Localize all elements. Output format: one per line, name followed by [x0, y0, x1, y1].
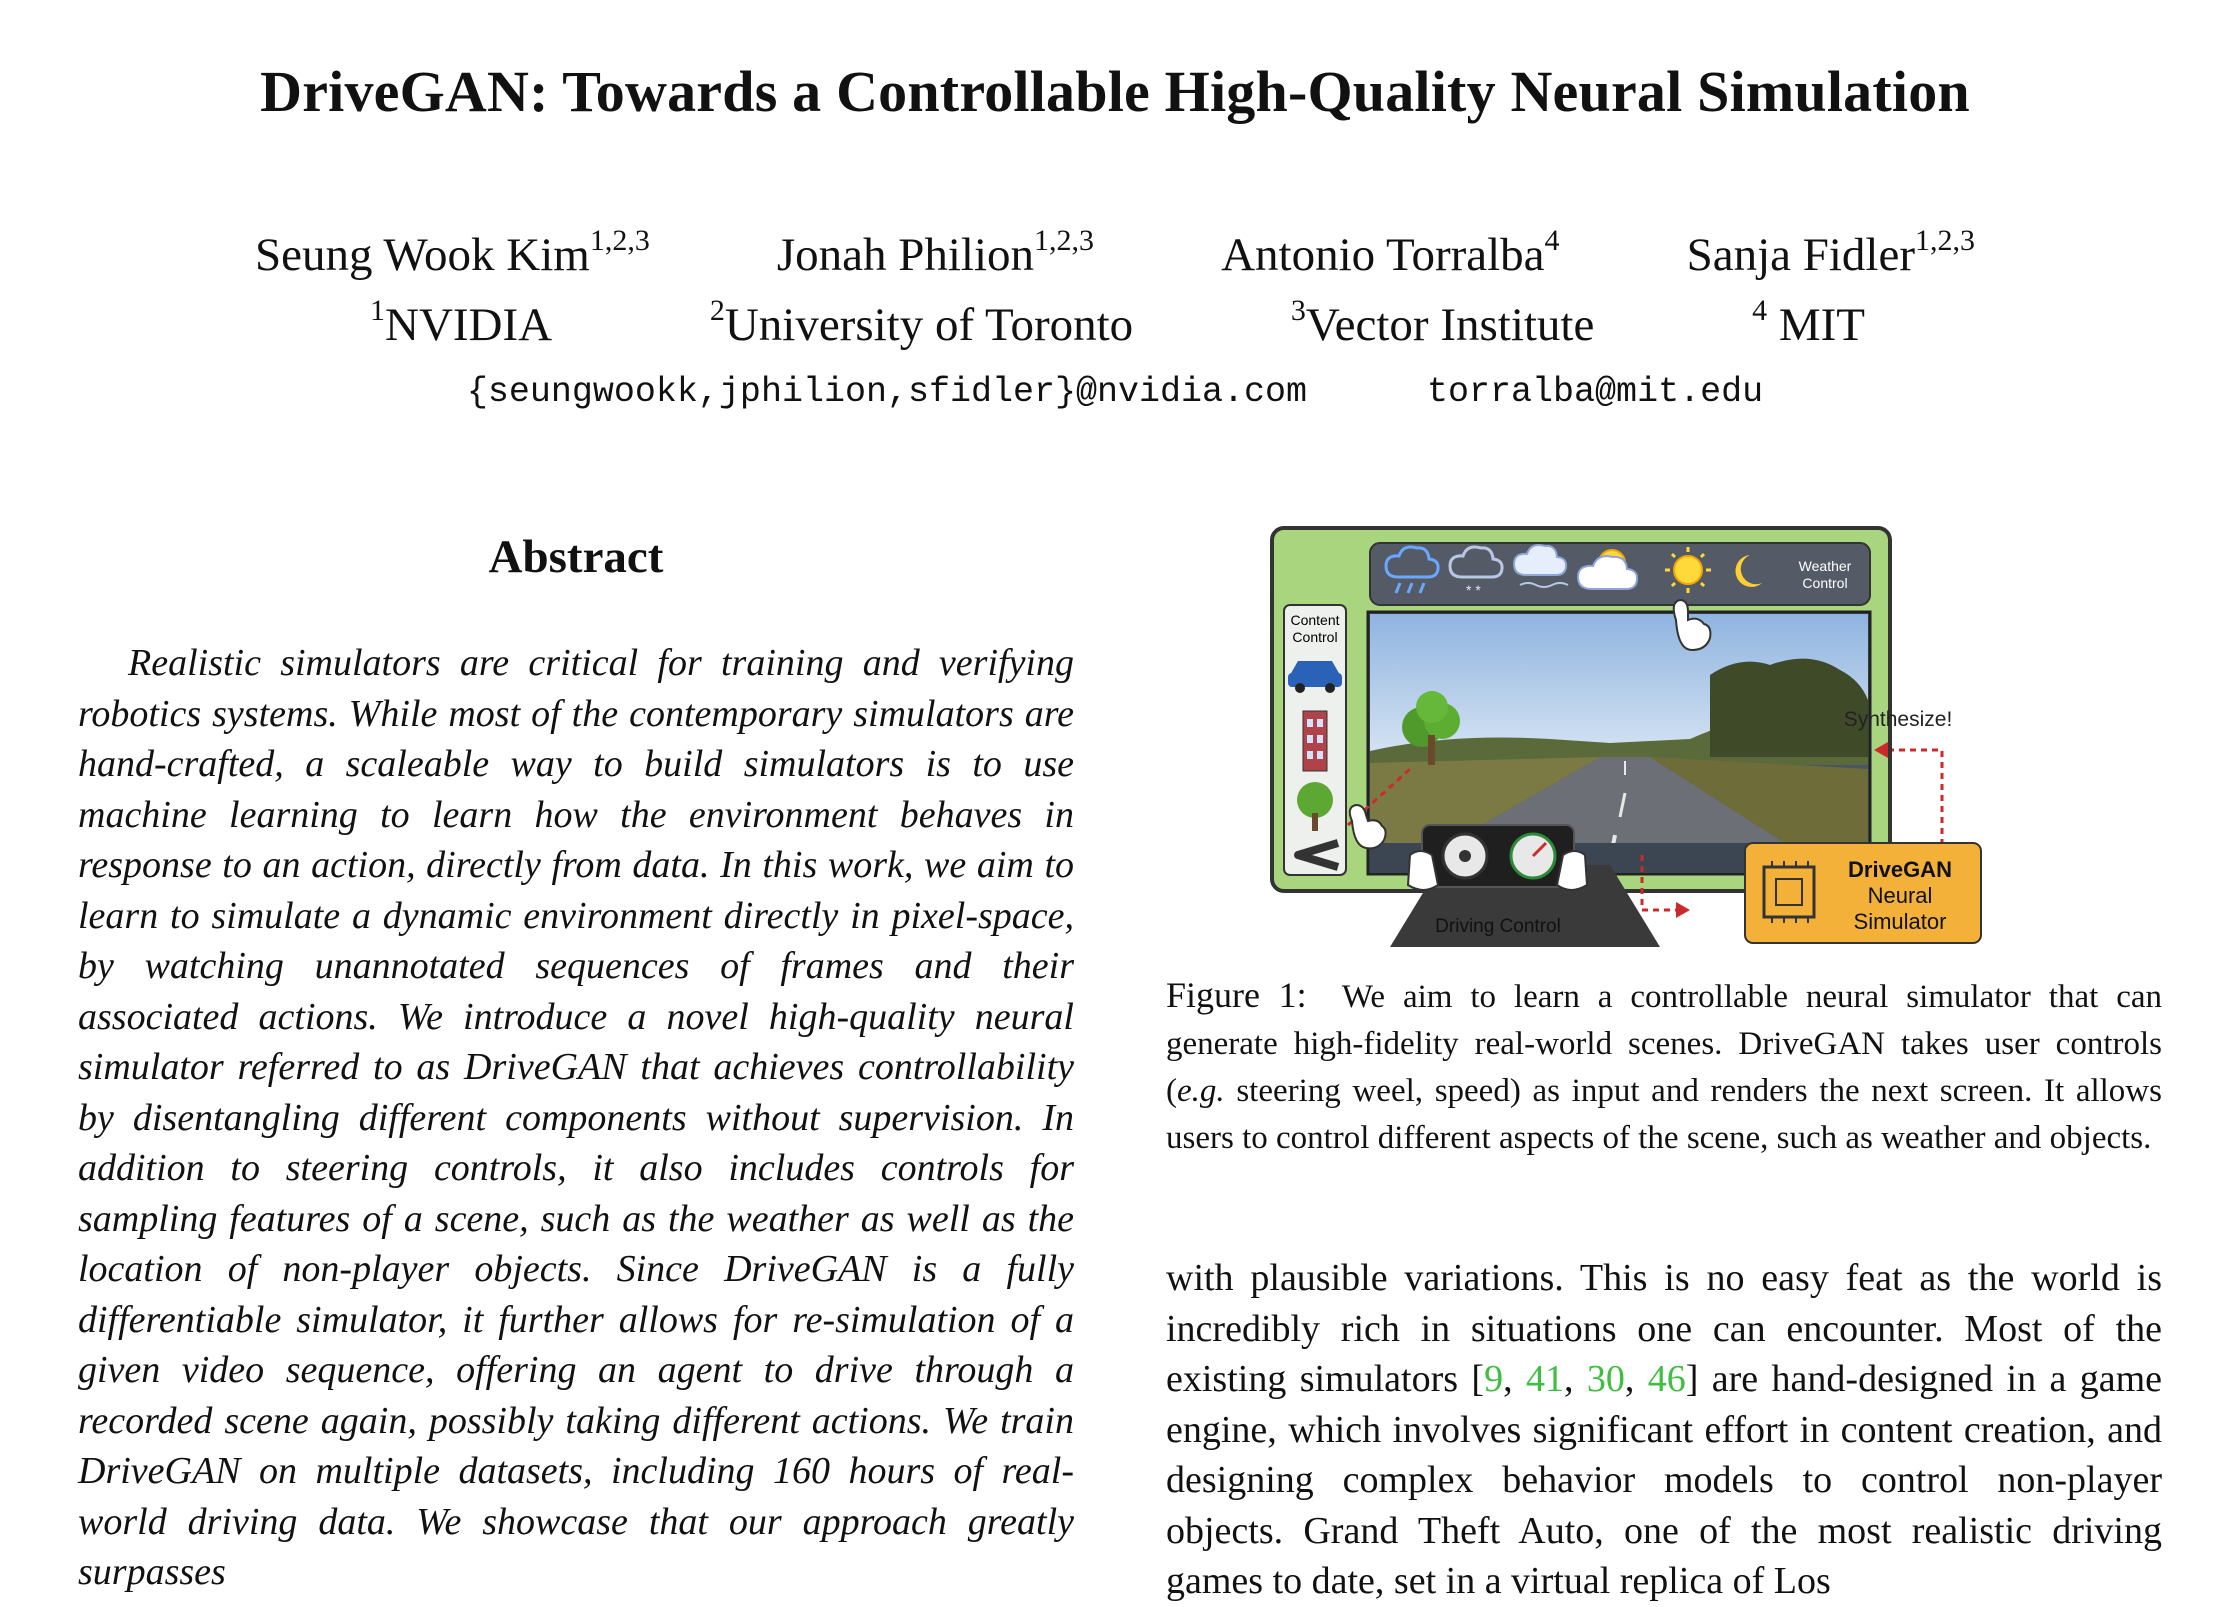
sim-label: Neural — [1867, 883, 1933, 908]
figure-illustration — [1270, 525, 1990, 947]
svg-text:* *: * * — [1466, 582, 1481, 598]
citation-link[interactable]: 41 — [1525, 1358, 1564, 1400]
paper-title: DriveGAN: Towards a Controllable High-Quality Neural Simulation — [260, 59, 1970, 124]
citation-link[interactable]: 30 — [1586, 1358, 1625, 1400]
content-label: Control — [1292, 629, 1338, 645]
figure-1 — [1270, 525, 1990, 947]
citation-link[interactable]: 9 — [1484, 1358, 1504, 1400]
author: Sanja Fidler$^{1,2,3}$ — [1686, 224, 1975, 281]
abstract-text: Realistic simulators are critical for training and verifying robotics systems. While most of the contemporary simulators are hand-crafted, a scaleable way to build simulators is to use machine learning to learn how the environment behaves in response to an action, directly from data. In this work, we aim to learn to simulate a dynamic environment directly in pixel-space, by watching unannotated sequences of frames and their associated actions. We introduce a novel high-quality neural simulator referred to as DriveGAN that achieves controllability by disentangling different components without supervision. In addition to steering controls, it also includes controls for sampling features of a scene, such as the weather as well as the location of non-player objects. Since DriveGAN is a fully differentiable simulator, it further allows for re-simulation of a given video sequence, offering an agent to drive through a recorded scene again, possibly taking different actions. We train DriveGAN on multiple datasets, including 160 hours of real-world driving data. We showcase that our approach greatly surpasses — [78, 642, 1074, 1593]
author: Seung Wook Kim$^{1,2,3}$ — [255, 224, 650, 281]
affiliation: $^3$Vector Institute — [1290, 294, 1595, 351]
figure-label: Figure 1: — [1166, 975, 1307, 1015]
driving-label: Driving Control — [1435, 916, 1561, 937]
author: Antonio Torralba$^4$ — [1221, 224, 1560, 281]
sim-label: Simulator — [1853, 909, 1947, 934]
neural-simulator-box — [1745, 843, 1981, 943]
affiliation-list — [370, 294, 1865, 352]
abstract-heading: Abstract — [488, 531, 664, 583]
synthesize-label: Synthesize! — [1843, 708, 1953, 731]
weather-label: Weather — [1798, 558, 1852, 574]
intro-paragraph: with plausible variations. This is no easy feat as the world is incredibly rich in situations one can encounter. Most of the existing simulators [9, 41, 30, 46] are hand-designed in a game engine, which involves significant effort in content creation, and designing complex behavior models to control non-player objects. Grand Theft Auto, one of the most realistic driving games to date, set in a virtual replica of Los — [1166, 1257, 2163, 1602]
weather-label: Control — [1802, 575, 1848, 591]
figure-caption: Figure 1: We aim to learn a controllable neural simulator that can generate high-fidelity real-world scenes. DriveGAN takes user controls (e.g. steering weel, speed) as input and renders the next screen. It allows users to control different aspects of the scene, such as weather and objects. — [1166, 975, 2162, 1156]
citation-link[interactable]: 46 — [1647, 1358, 1686, 1400]
email-nvidia: {seungwookk,jphilion,sfidler}@nvidia.com — [466, 372, 1308, 412]
building-icon — [1303, 711, 1327, 771]
content-label: Content — [1290, 612, 1340, 628]
affiliation: $^4$ MIT — [1752, 294, 1865, 351]
affiliation: $^2$University of Toronto — [709, 294, 1134, 351]
author-list — [255, 224, 1975, 282]
sim-label: DriveGAN — [1848, 857, 1952, 882]
author: Jonah Philion$^{1,2,3}$ — [776, 224, 1095, 281]
affiliation: $^1$NVIDIA — [370, 294, 553, 351]
email-mit: torralba@mit.edu — [1427, 372, 1764, 412]
email-line — [0, 372, 2230, 412]
